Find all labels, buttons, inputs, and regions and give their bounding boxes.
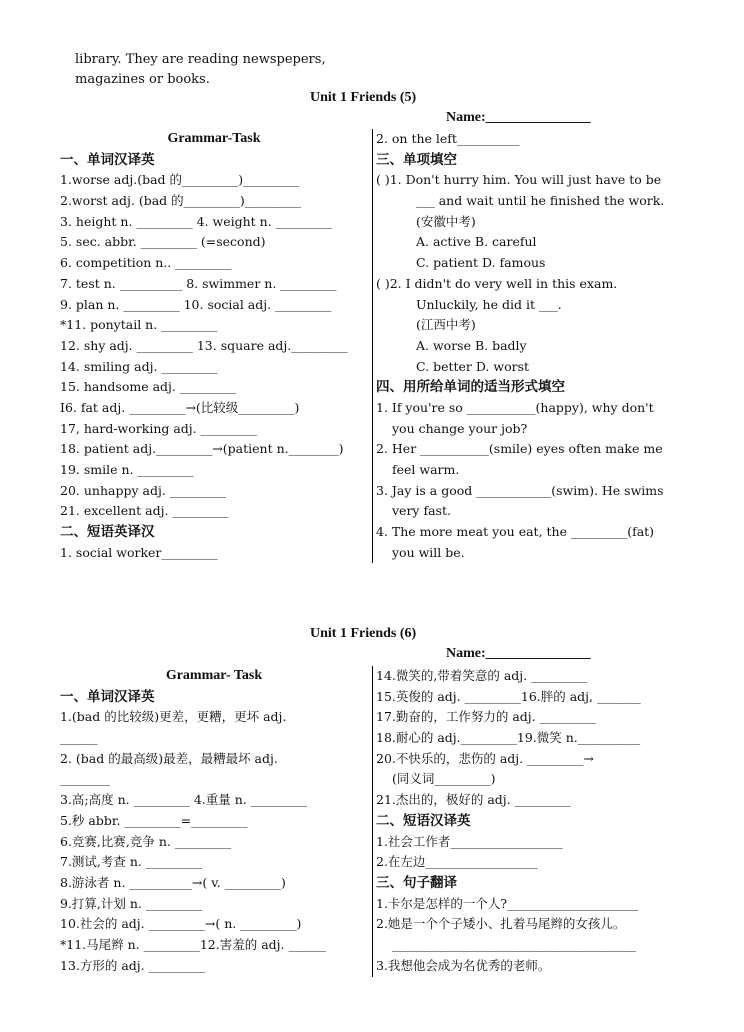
- exercise-line: (安徽中考): [416, 213, 476, 229]
- subtitle-5: Grammar-Task: [167, 131, 261, 146]
- exercise-line: 8.游泳者 n. __________→( v. _________): [60, 874, 286, 890]
- exercise-line: 7. test n. __________ 8. swimmer n. _________: [60, 275, 337, 291]
- exercise-line: 21.杰出的，极好的 adj. _________: [376, 792, 571, 808]
- section-heading: 二、短语英译汉: [60, 524, 155, 541]
- exercise-line: A. active B. careful: [416, 234, 537, 250]
- intro-text: [75, 50, 375, 90]
- exercise-line: 15. handsome adj. _________: [60, 379, 237, 395]
- exercise-line: 14.微笑的,带着笑意的 adj. _________: [376, 668, 588, 683]
- exercise-line: 18.耐心的 adj._________19.微笑 n.__________: [376, 730, 641, 746]
- exercise-line: you will be.: [392, 544, 465, 560]
- exercise-line: Unluckily, he did it ___.: [416, 296, 562, 312]
- exercise-line: ________: [60, 771, 110, 787]
- exercise-line: 6. competition n.. _________: [60, 255, 232, 271]
- name-field-5[interactable]: Name:_______________: [446, 110, 591, 125]
- section-heading: 四、用所给单词的适当形式填空: [376, 379, 565, 396]
- exercise-line: ( )1. Don't hurry him. You will just have to be: [376, 172, 662, 188]
- exercise-line: 1. If you're so ___________(happy), why don't: [376, 399, 654, 415]
- exercise-line: 20.不快乐的，悲伤的 adj. _________→: [376, 750, 594, 766]
- exercise-line: 2.在左边__________________: [376, 854, 538, 870]
- part5-left-column: [60, 129, 368, 563]
- exercise-line: 1.worse adj.(bad 的_________)_________: [60, 172, 300, 188]
- part5-right-column: [376, 129, 696, 563]
- section-heading: 一、单词汉译英: [60, 151, 155, 168]
- exercise-line: 9. plan n. _________ 10. social adj. _________: [60, 296, 332, 312]
- intro-line: library. They are reading newspepers,: [75, 52, 326, 67]
- section-heading: 二、短语汉译英: [376, 812, 471, 829]
- exercise-line: 2.她是一个个子矮小、扎着马尾辫的女孩儿。: [376, 916, 626, 932]
- exercise-line: 3.高;高度 n. _________ 4.重量 n. _________: [60, 792, 307, 808]
- exercise-line: 2. Her ___________(smile) eyes often make me: [376, 441, 663, 457]
- exercise-line: 3. height n. _________ 4. weight n. _________: [60, 213, 332, 229]
- exercise-line: 14. smiling adj. _________: [60, 358, 218, 374]
- exercise-line: 12. shy adj. _________ 13. square adj._________: [60, 337, 348, 353]
- exercise-line: 3. Jay is a good ____________(swim). He swims: [376, 482, 664, 498]
- exercise-line: 4. The more meat you eat, the _________(fat): [376, 524, 655, 540]
- exercise-line: 19. smile n. _________: [60, 462, 194, 477]
- exercise-line: 2.worst adj. (bad 的_________)_________: [60, 193, 301, 209]
- exercise-line: (同义词_________): [392, 771, 496, 787]
- unit-title-6: Unit 1 Friends (6): [310, 626, 417, 641]
- exercise-line: very fast.: [392, 503, 451, 519]
- name-field-6[interactable]: Name:_______________: [446, 646, 591, 661]
- exercise-line: A. worse B. badly: [416, 337, 527, 353]
- exercise-line: 2. on the left__________: [376, 131, 520, 146]
- exercise-line: you change your job?: [392, 420, 528, 436]
- exercise-line: 2. (bad 的最高级)最差，最糟最坏 adj.: [60, 750, 278, 766]
- exercise-line: 3.我想他会成为名优秀的老师。: [376, 957, 551, 973]
- exercise-line: *11.马尾辫 n. _________12.害羞的 adj. ______: [60, 936, 326, 952]
- exercise-line: 9.打算,计划 n. _________: [60, 895, 203, 911]
- exercise-line: 15.英俊的 adj. _________16.胖的 adj, _______: [376, 688, 641, 704]
- exercise-line: 1. social worker_________: [60, 544, 218, 560]
- exercise-line: 18. patient adj._________→(patient n.________): [60, 441, 344, 457]
- exercise-line: *11. ponytail n. _________: [60, 317, 218, 333]
- exercise-line: 5. sec. abbr. _________ (=second): [60, 234, 266, 250]
- section-heading: 三、句子翻译: [376, 874, 457, 891]
- part6-right-column: [376, 666, 696, 976]
- exercise-line: I6. fat adj. _________→(比较级_________): [60, 399, 300, 415]
- exercise-line: feel warm.: [392, 462, 460, 477]
- exercise-line: 5.秒 abbr. _________=_________: [60, 812, 248, 828]
- intro-line: magazines or books.: [75, 72, 210, 87]
- part6-left-column: [60, 666, 368, 976]
- exercise-line: 17, hard-working adj. _________: [60, 420, 257, 436]
- exercise-line: 7.测试,考查 n. _________: [60, 854, 203, 870]
- section-heading: 三、单项填空: [376, 151, 457, 168]
- exercise-line: 13.方形的 adj. _________: [60, 957, 205, 973]
- exercise-line: 6.竞赛,比赛,竞争 n. _________: [60, 833, 232, 849]
- exercise-line: 21. excellent adj. _________: [60, 503, 229, 519]
- exercise-line: C. better D. worst: [416, 358, 530, 374]
- column-divider-6: [372, 666, 373, 977]
- subtitle-6: Grammar- Task: [165, 668, 263, 683]
- exercise-line: 10.社会的 adj. _________→( n. _________): [60, 916, 302, 932]
- exercise-line: 1.(bad 的比较级)更差，更糟，更坏 adj.: [60, 709, 287, 725]
- unit-title-5: Unit 1 Friends (5): [310, 90, 417, 105]
- exercise-line: 1.卡尔是怎样的一个人?_____________________: [376, 895, 639, 911]
- exercise-line: 20. unhappy adj. _________: [60, 482, 227, 498]
- column-divider-5: [372, 129, 373, 563]
- exercise-line: 17.勤奋的，工作努力的 adj. _________: [376, 709, 596, 725]
- exercise-line: C. patient D. famous: [416, 255, 546, 271]
- exercise-line: 1.社会工作者__________________: [376, 833, 563, 849]
- exercise-line: ( )2. I didn't do very well in this exam.: [376, 275, 618, 291]
- exercise-line: ______: [60, 730, 98, 746]
- exercise-line: ___ and wait until he finished the work.: [416, 193, 665, 209]
- exercise-line: _______________________________________: [392, 936, 636, 952]
- section-heading: 一、单词汉译英: [60, 688, 155, 705]
- exercise-line: (江西中考): [416, 317, 476, 333]
